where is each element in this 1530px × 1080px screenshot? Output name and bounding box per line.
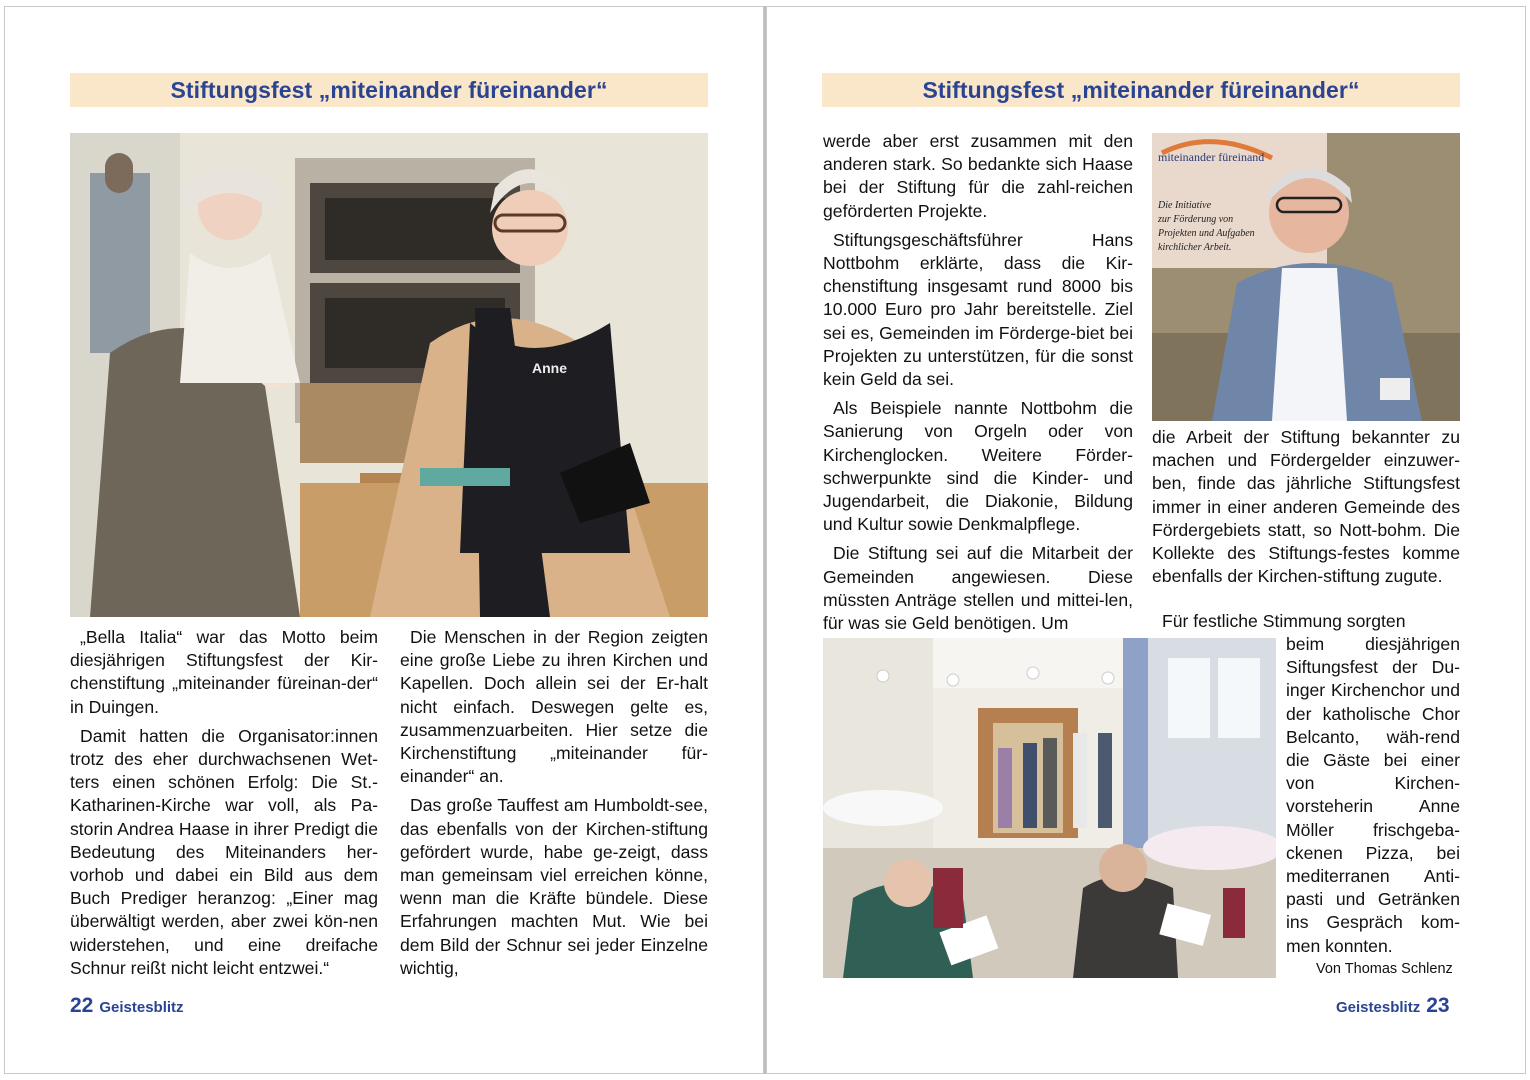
byline: Von Thomas Schlenz bbox=[1316, 961, 1453, 977]
right-column-2-top bbox=[1152, 426, 1460, 594]
left-col2-para-1: Die Menschen in der Region zeigten eine große Liebe zu ihren Kirchen und Kapellen. Doch allein sei der Er-halt nicht einfach. Deswegen gelte es, zusammenzuarbeiten. Hier setze die Kirchenstiftung „miteinander für-einander“ an. bbox=[400, 627, 708, 787]
left-folio bbox=[70, 994, 184, 1018]
right-folio bbox=[1336, 994, 1450, 1018]
banner-line-1: Die Initiative bbox=[1158, 200, 1212, 211]
apron-label: Anne bbox=[532, 360, 567, 376]
right-page-number: 23 bbox=[1426, 994, 1450, 1017]
right-col2-narrow-para: beim diesjährigen Siftungsfest der Du-inger Kirchenchor und der katholische Chor Belcanto, wäh-rend die Gäste bei einer von Kirchen-vorsteherin Anne Möller frischgeba-ckenen Pizza, bei mediterranen Anti-pasti und Getränken ins Gespräch kom-men konnten. bbox=[1286, 634, 1460, 956]
right-magazine-name: Geistesblitz bbox=[1336, 999, 1421, 1016]
right-col1-para-1: werde aber erst zusammen mit den anderen stark. So bedankte sich Haase bei der Stiftung für die zahl-reichen geförderten Projekte. bbox=[823, 131, 1133, 221]
left-column-2 bbox=[400, 626, 708, 986]
right-col1-para-2: Stiftungsgeschäftsführer Hans Nottbohm erklärte, dass die Kir-chenstiftung insgesamt rund 8000 bis 10.000 Euro pro Jahr bereitstelle. Ziel sei es, Gemeinden im Förderge-biet bei Projekten zu unterstützen, für die sonst kein Geld da sei. bbox=[823, 229, 1133, 390]
left-header-bar bbox=[70, 73, 708, 107]
spine-divider bbox=[764, 6, 766, 1074]
banner-line-3: Projekten und Aufgaben bbox=[1158, 228, 1255, 239]
banner-line-4: kirchlicher Arbeit. bbox=[1158, 242, 1232, 253]
right-col1-para-3: Als Beispiele nannte Nottbohm die Sanierung von Orgeln oder von Kirchenglocken. Weitere Förder-schwerpunkte sind die Kinder- und Jugendarbeit, die Diakonie, Bildung und Kultur sowie Denkmalpflege. bbox=[823, 398, 1133, 535]
right-header-bar bbox=[822, 73, 1460, 107]
portrait-photo bbox=[1152, 133, 1460, 421]
pizza-photo bbox=[70, 133, 708, 617]
left-page-number: 22 bbox=[70, 994, 94, 1017]
left-col2-para-2: Das große Tauffest am Humboldt-see, das ebenfalls von der Kirchen-stiftung gefördert wurde, habe ge-zeigt, dass man gemeinsam viel erreichen könne, wenn man die Kräfte bündele. Diese Erfahrungen machten Mut. Wie bei dem Bild der Schnur sei jeder Einzelne wichtig, bbox=[400, 795, 708, 978]
left-column-1 bbox=[70, 626, 378, 986]
right-col2-lead-line: Für festliche Stimmung sorgten bbox=[1162, 611, 1406, 631]
banner-title: miteinander füreinand bbox=[1158, 150, 1265, 164]
right-col2-para-1: die Arbeit der Stiftung bekannter zu machen und Fördergelder einzuwer-ben, finde das jährliche Stiftungsfest immer in einer anderen Gemeinde des Fördergebiets statt, so Nott-bohm. Die Kollekte des Stiftungs-festes komme ebenfalls der Kirchen-stiftung zugute. bbox=[1152, 427, 1460, 587]
right-col1-para-4: Die Stiftung sei auf die Mitarbeit der Gemeinden angewiesen. Diese müssten Anträge stellen und mittei-len, für was sie Geld benötigen. Um bbox=[823, 543, 1133, 634]
left-col1-para-1: „Bella Italia“ war das Motto beim diesjährigen Stiftungsfest der Kir-chenstiftung „miteinander füreinan-der“ in Duingen. bbox=[70, 627, 378, 717]
right-column-2-narrow bbox=[1286, 633, 1460, 964]
choir-photo bbox=[823, 638, 1276, 978]
right-header-title: Stiftungsfest „miteinander füreinander“ bbox=[922, 76, 1360, 103]
left-col1-para-2: Damit hatten die Organisator:innen trotz des eher durchwachsenen Wet-ters einen schönen Erfolg: Die St.-Katharinen-Kirche war voll, als Pa-storin Andrea Haase in ihrer Predigt die Bedeutung des Miteinanders her-vorhob und dabei ein Bild aus dem Buch Prediger heranzog: „Einer mag überwältigt werden, aber zwei kön-nen widerstehen, und eine dreifache Schnur reißt nicht leicht entzwei.“ bbox=[70, 725, 378, 978]
right-column-1 bbox=[823, 130, 1133, 641]
left-header-title: Stiftungsfest „miteinander füreinander“ bbox=[170, 76, 608, 103]
left-magazine-name: Geistesblitz bbox=[99, 999, 184, 1016]
banner-line-2: zur Förderung von bbox=[1158, 214, 1234, 225]
